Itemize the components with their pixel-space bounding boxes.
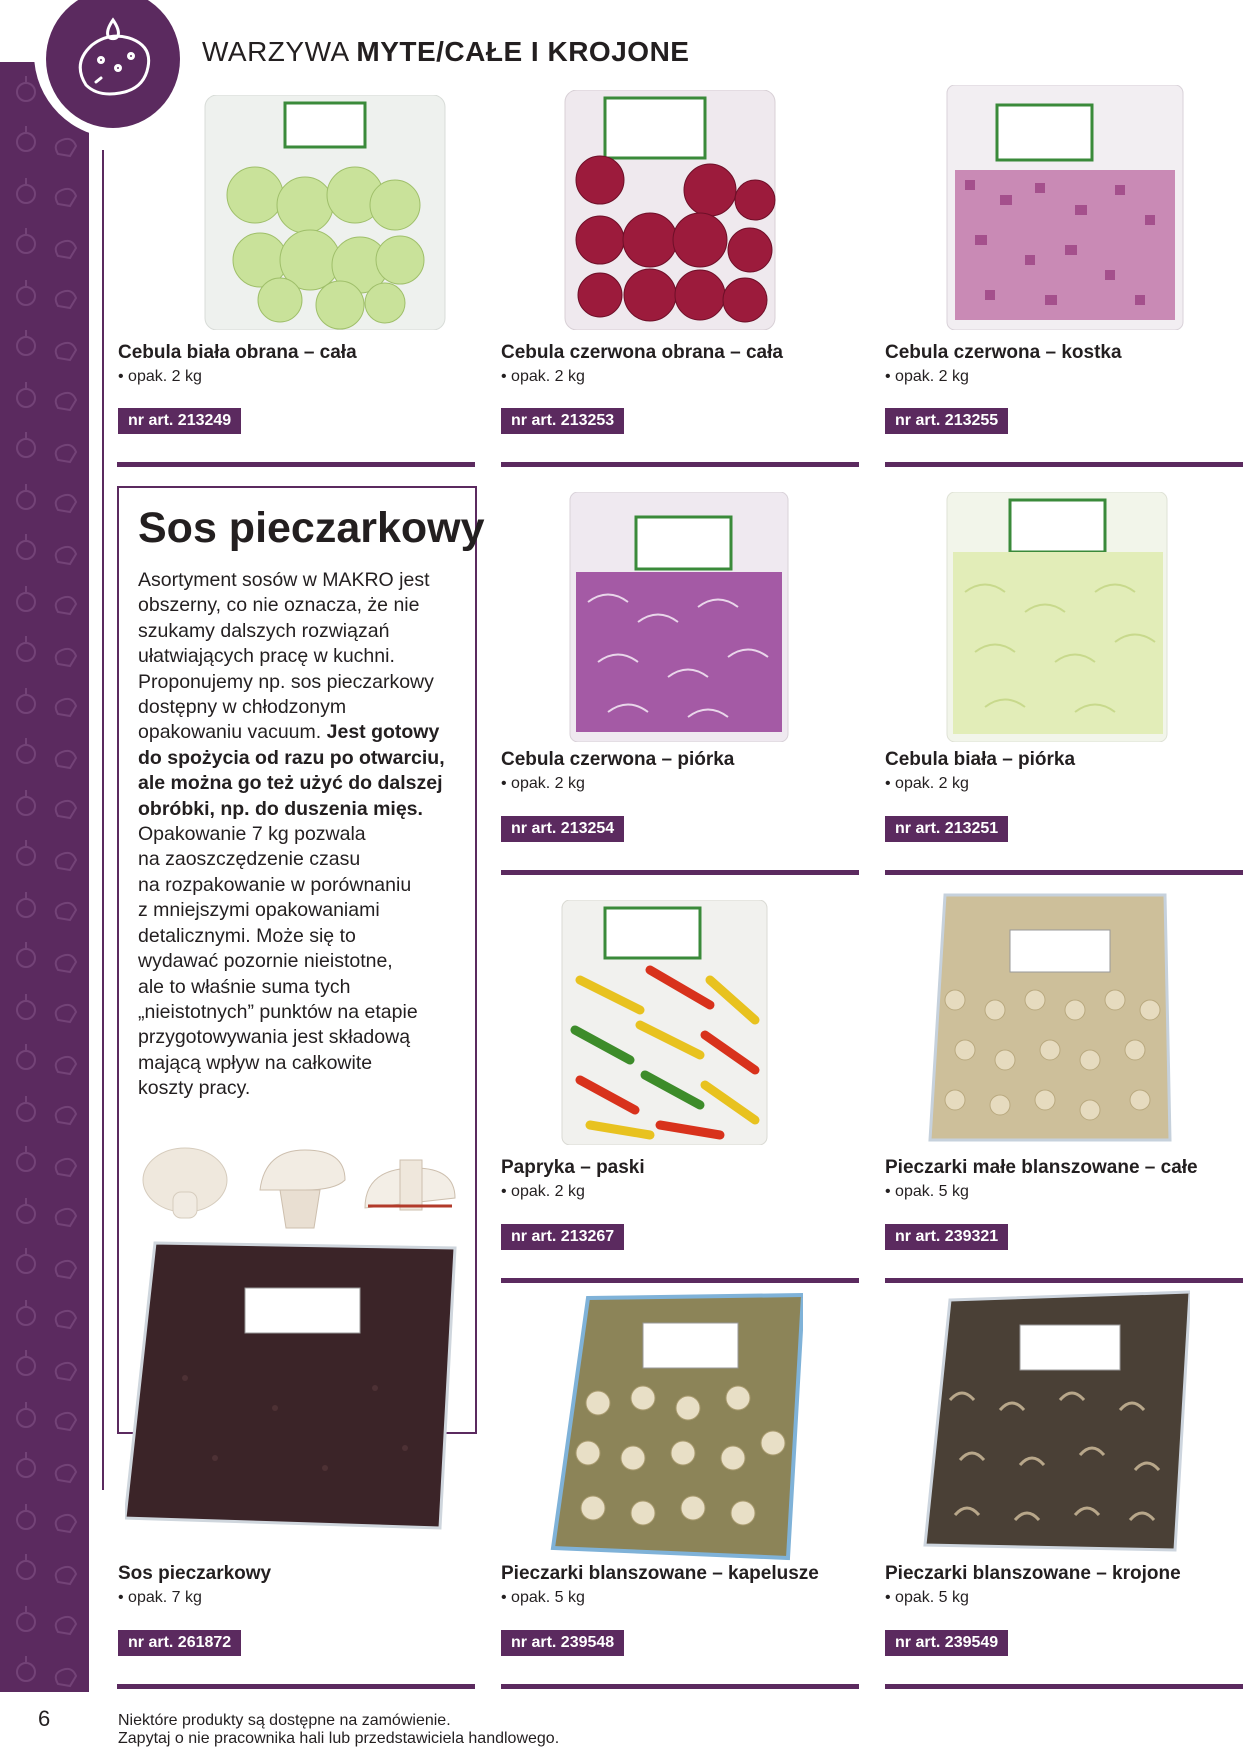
article-number-badge: nr art. 213255: [885, 408, 1008, 434]
product-name: Cebula czerwona – piórka: [501, 749, 735, 770]
body-line: koszty pracy.: [138, 1077, 251, 1100]
info-box-title: Sos pieczarkowy: [138, 504, 485, 552]
kitchen-pattern-icon: [0, 62, 89, 1692]
sidebar-band: [0, 62, 89, 1692]
section-rule: [117, 1684, 475, 1689]
mushroom-caps-bag-image: [548, 1293, 803, 1563]
article-number-badge: nr art. 213249: [118, 408, 241, 434]
body-line: Asortyment sosów w MAKRO jest: [138, 569, 430, 591]
body-line: wydawać pozornie nieistotne,: [138, 950, 393, 973]
product-pack: • opak. 2 kg: [885, 775, 969, 792]
product-pack: • opak. 2 kg: [118, 368, 202, 385]
sliced-mushrooms-bag-image: [920, 1290, 1190, 1560]
product-name: Pieczarki blanszowane – kapelusze: [501, 1563, 819, 1584]
article-number-badge: nr art. 261872: [118, 1630, 241, 1656]
body-line: mającą wpływ na całkowite: [138, 1051, 373, 1074]
body-line: opakowaniu vacuum. Jest gotowy: [138, 721, 440, 744]
product-pack: • opak. 5 kg: [885, 1183, 969, 1200]
page-title: WARZYWA MYTE/CAŁE I KROJONE: [202, 36, 690, 67]
pepper-strips-bag-image: [560, 900, 770, 1145]
section-rule: [885, 870, 1243, 875]
product-name: Cebula czerwona obrana – cała: [501, 342, 783, 363]
article-number-badge: nr art. 213254: [501, 816, 624, 842]
section-rule: [501, 870, 859, 875]
product-name: Pieczarki małe blanszowane – całe: [885, 1157, 1198, 1178]
article-number-badge: nr art. 239321: [885, 1224, 1008, 1250]
footer-note-line: Zapytaj o nie pracownika hali lub przedstawiciela handlowego.: [118, 1730, 560, 1747]
section-rule: [885, 462, 1243, 467]
body-line: na rozpakowanie w porównaniu: [138, 873, 412, 896]
info-box-body: [138, 568, 468, 1102]
article-number-badge: nr art. 239548: [501, 1630, 624, 1656]
body-line-bold: obróbki, np. do duszenia mięs.: [138, 797, 423, 820]
article-number-badge: nr art. 213267: [501, 1224, 624, 1250]
body-line: Proponujemy np. sos pieczarkowy: [138, 670, 434, 693]
product-pack: • opak. 2 kg: [501, 1183, 585, 1200]
article-number-badge: nr art. 239549: [885, 1630, 1008, 1656]
section-rule: [885, 1278, 1243, 1283]
body-line: ułatwiających pracę w kuchni.: [138, 645, 395, 668]
product-pack: • opak. 5 kg: [501, 1589, 585, 1606]
body-line: ale to właśnie suma tych: [138, 975, 351, 998]
body-line: z mniejszymi opakowaniami: [138, 899, 380, 922]
product-name: Pieczarki blanszowane – krojone: [885, 1563, 1181, 1584]
body-line: „nieistotnych” punktów na etapie: [138, 1000, 418, 1023]
body-line-bold: do spożycia od razu po otwarciu,: [138, 746, 445, 769]
body-line: przygotowywania jest składową: [138, 1026, 411, 1049]
body-line-bold: ale można go też użyć do dalszej: [138, 772, 443, 795]
product-pack: • opak. 2 kg: [501, 775, 585, 792]
footer-note-line: Niektóre produkty są dostępne na zamówienie.: [118, 1712, 451, 1729]
product-pack: • opak. 5 kg: [885, 1589, 969, 1606]
white-onion-bag-image: [200, 95, 450, 330]
vegetable-badge: [46, 0, 180, 128]
product-name: Sos pieczarkowy: [118, 1563, 272, 1584]
red-onion-slices-bag-image: [568, 492, 790, 742]
small-mushrooms-bag-image: [925, 890, 1175, 1145]
product-pack: • opak. 7 kg: [118, 1589, 202, 1606]
product-name: Cebula czerwona – kostka: [885, 342, 1122, 363]
body-line: obszerny, co nie oznacza, że nie: [138, 594, 420, 617]
mushrooms-image: [135, 1130, 465, 1240]
body-line: szukamy dalszych rozwiązań: [138, 619, 390, 642]
diced-red-onion-bag-image: [945, 85, 1185, 330]
product-name: Papryka – paski: [501, 1157, 645, 1178]
article-number-badge: nr art. 213253: [501, 408, 624, 434]
white-onion-slices-bag-image: [945, 492, 1170, 742]
body-line: dostępny w chłodzonym: [138, 696, 347, 719]
product-pack: • opak. 2 kg: [885, 368, 969, 385]
page-number: 6: [38, 1706, 51, 1731]
section-rule: [501, 1278, 859, 1283]
red-onion-bag-image: [560, 90, 780, 330]
body-line: na zaoszczędzenie czasu: [138, 848, 361, 871]
section-rule: [501, 462, 859, 467]
product-name: Cebula biała – piórka: [885, 749, 1076, 770]
product-name: Cebula biała obrana – cała: [118, 342, 357, 363]
footer-note: [118, 1712, 559, 1748]
body-line: Opakowanie 7 kg pozwala: [138, 823, 366, 846]
column-divider: [102, 150, 104, 1490]
section-rule: [501, 1684, 859, 1689]
section-rule: [117, 462, 475, 467]
article-number-badge: nr art. 213251: [885, 816, 1008, 842]
product-pack: • opak. 2 kg: [501, 368, 585, 385]
section-rule: [885, 1684, 1243, 1689]
mushroom-sauce-bag-image: [125, 1238, 460, 1533]
body-line: detalicznymi. Może się to: [138, 924, 356, 947]
potato-icon: [46, 0, 180, 128]
